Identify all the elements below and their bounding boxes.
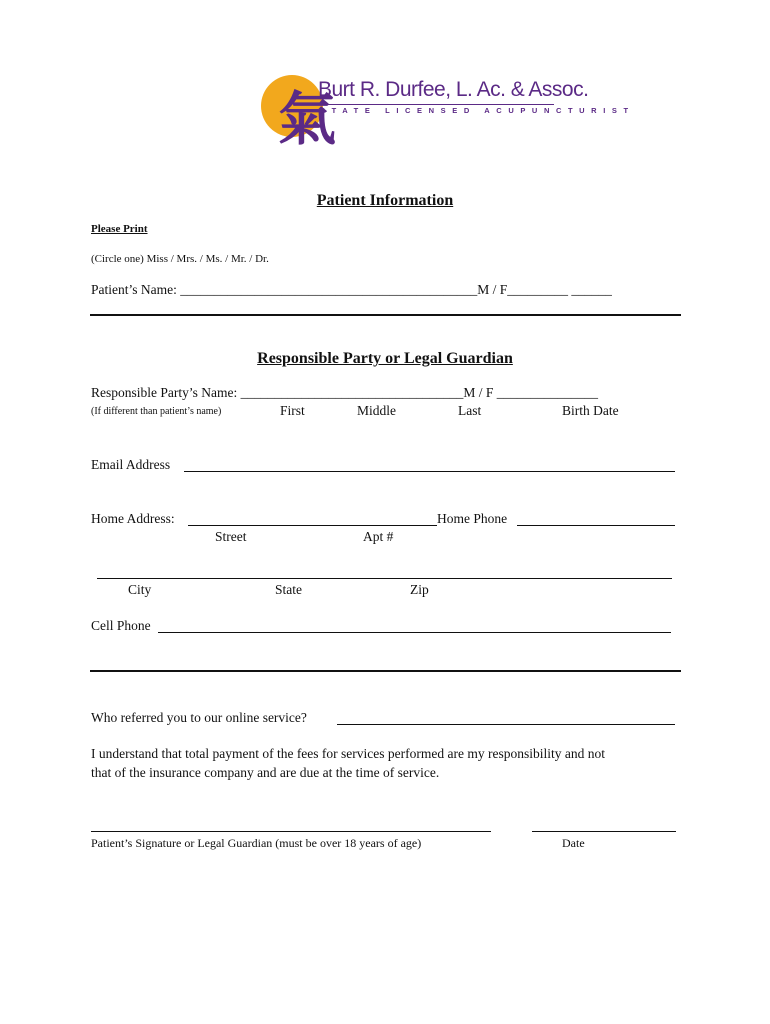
patient-name-field[interactable]: Patient’s Name: ____________________________________________M / F_________ ______ (91, 282, 612, 297)
home-phone-field[interactable] (517, 525, 675, 526)
patient-info-title: Patient Information (316, 192, 454, 209)
signature-field[interactable] (91, 831, 491, 832)
logo-subtitle: STATE LICENSED ACUPUNCTURIST (320, 106, 635, 115)
first-label: First (280, 403, 305, 418)
zip-label: Zip (410, 582, 429, 597)
date-label: Date (562, 836, 585, 850)
title-options[interactable]: (Circle one) Miss / Mrs. / Ms. / Mr. / Dr. (91, 253, 269, 265)
please-print-label: Please Print (91, 223, 148, 235)
logo-glyph: 氣 (278, 85, 337, 153)
responsible-name-field[interactable]: Responsible Party’s Name: _________________________________M / F _______________ (91, 385, 598, 400)
last-label: Last (458, 403, 482, 418)
section-divider (90, 670, 681, 672)
logo-name: Burt R. Durfee, L. Ac. & Assoc. (318, 78, 589, 101)
email-label: Email Address (91, 457, 171, 472)
city-label: City (128, 582, 152, 597)
home-address-label: Home Address: (91, 511, 175, 526)
cell-phone-field[interactable] (158, 632, 671, 633)
date-field[interactable] (532, 831, 676, 832)
state-label: State (275, 582, 302, 597)
referral-label: Who referred you to our online service? (91, 710, 307, 725)
street-label: Street (215, 529, 247, 544)
responsible-party-title: Responsible Party or Legal Guardian (257, 350, 513, 367)
agreement-text-line2: that of the insurance company and are due at the time of service. (91, 765, 440, 780)
home-phone-label: Home Phone (437, 511, 508, 526)
city-state-zip-field[interactable] (97, 578, 672, 579)
signature-label: Patient’s Signature or Legal Guardian (must be over 18 years of age) (91, 836, 422, 850)
home-address-field[interactable] (188, 525, 437, 526)
section-divider (90, 314, 681, 316)
birth-date-label: Birth Date (562, 403, 619, 418)
email-field[interactable] (184, 471, 675, 472)
middle-label: Middle (357, 403, 396, 418)
apt-label: Apt # (363, 529, 394, 544)
referral-field[interactable] (337, 724, 675, 725)
if-different-note: (If different than patient’s name) (91, 406, 222, 417)
cell-phone-label: Cell Phone (91, 618, 151, 633)
logo-underline (318, 104, 554, 105)
agreement-text-line1: I understand that total payment of the fees for services performed are my responsibility and not (91, 746, 605, 761)
company-logo (258, 70, 635, 153)
